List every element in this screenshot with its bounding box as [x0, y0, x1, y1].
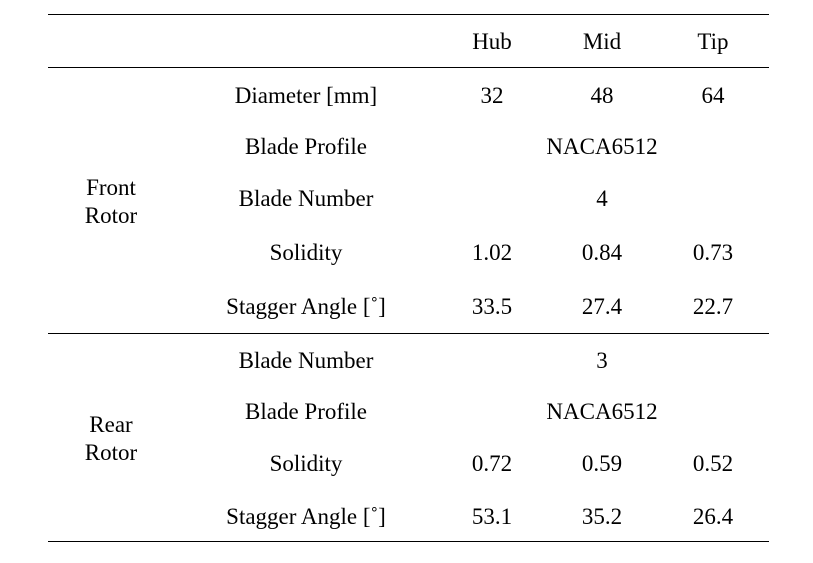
row-label-stagger-angle: Stagger Angle [˚] [226, 294, 386, 319]
row-label-stagger-angle: Stagger Angle [˚] [226, 504, 386, 529]
cell-diameter-hub: 32 [480, 83, 504, 108]
rotor-parameters-table [48, 14, 769, 542]
column-header-hub: Hub [472, 29, 512, 54]
cell-stagger-angle-mid: 27.4 [581, 294, 623, 319]
column-header-tip: Tip [697, 29, 729, 54]
bottom-rule [48, 541, 769, 542]
row-label-blade-profile: Blade Profile [245, 399, 367, 424]
row-label-blade-profile: Blade Profile [245, 134, 367, 159]
cell-diameter-tip: 64 [701, 83, 725, 108]
cell-stagger-angle-hub: 33.5 [471, 294, 513, 319]
cell-solidity-mid: 0.59 [581, 451, 623, 476]
cell-stagger-angle-mid: 35.2 [581, 504, 623, 529]
top-rule [48, 14, 769, 15]
cell-stagger-angle-tip: 22.7 [692, 294, 734, 319]
row-label-blade-number: Blade Number [238, 186, 374, 211]
row-label-solidity: Solidity [269, 451, 343, 476]
header-rule [48, 67, 769, 68]
cell-blade-number-span: 4 [596, 186, 608, 211]
group-label-rear-rotor: Rear Rotor [84, 412, 138, 465]
cell-solidity-hub: 1.02 [471, 240, 513, 265]
cell-solidity-tip: 0.73 [692, 240, 734, 265]
row-label-blade-number: Blade Number [238, 348, 374, 373]
cell-blade-number-span: 3 [596, 348, 608, 373]
group-label-front-rotor: Front Rotor [84, 175, 138, 228]
column-header-mid: Mid [582, 29, 622, 54]
cell-solidity-mid: 0.84 [581, 240, 623, 265]
cell-blade-profile-span: NACA6512 [546, 399, 658, 424]
row-label-diameter: Diameter [mm] [234, 83, 378, 108]
row-label-solidity: Solidity [269, 240, 343, 265]
cell-solidity-tip: 0.52 [692, 451, 734, 476]
cell-stagger-angle-hub: 53.1 [471, 504, 513, 529]
group-divider-rule [48, 333, 769, 334]
cell-solidity-hub: 0.72 [471, 451, 513, 476]
cell-diameter-mid: 48 [590, 83, 614, 108]
cell-stagger-angle-tip: 26.4 [692, 504, 734, 529]
cell-blade-profile-span: NACA6512 [546, 134, 658, 159]
